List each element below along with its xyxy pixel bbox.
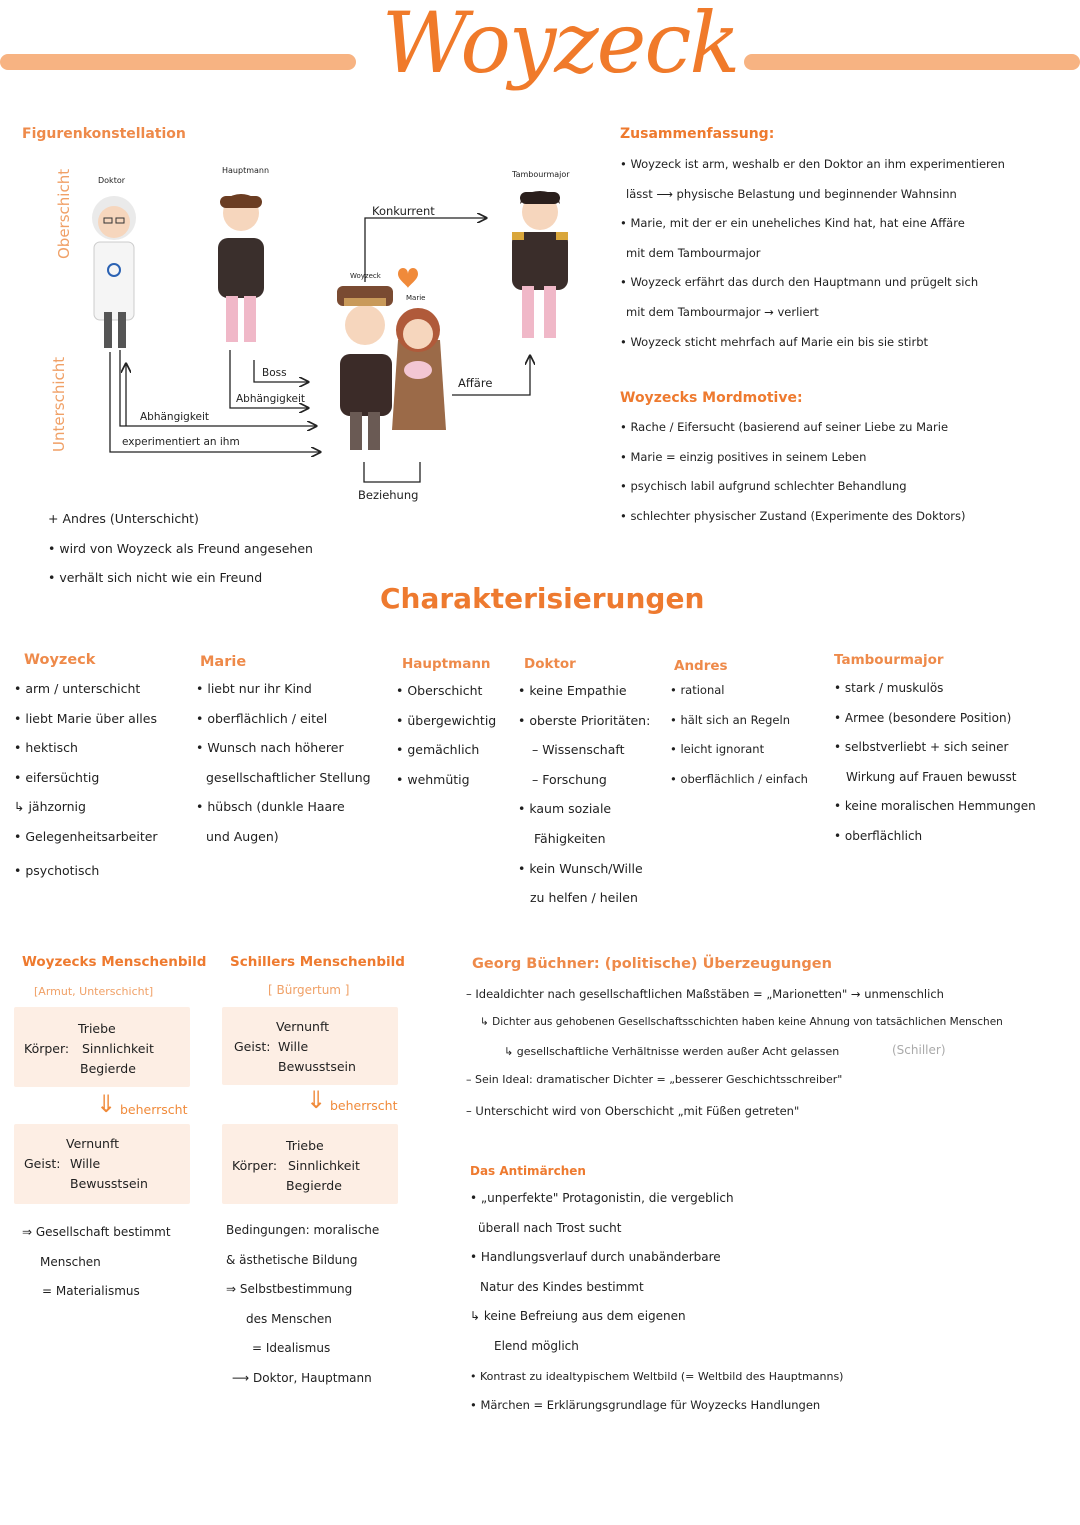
char-line: • stark / muskulös [834, 681, 944, 695]
motive-line: • schlechter physischer Zustand (Experimente des Doktors) [620, 508, 966, 523]
char-line: • gemächlich [396, 742, 480, 758]
conclusion-line: Menschen [40, 1254, 101, 1269]
summary-text [620, 150, 1005, 357]
antimaerchen-line: • Handlungsverlauf durch unabänderbare [470, 1250, 721, 1265]
conclusion-line: des Menschen [246, 1311, 332, 1326]
char-line: • hektisch [14, 740, 78, 756]
char-line: • psychotisch [14, 862, 100, 878]
char-line: • hübsch (dunkle Haare [196, 799, 345, 815]
char-line: • keine moralischen Hemmungen [834, 799, 1036, 814]
layer-label-bottom: Unterschicht [50, 356, 68, 452]
down-arrow-icon: ⇓ [96, 1090, 117, 1118]
antimaerchen-line: Elend möglich [494, 1338, 579, 1353]
summary-line: • Woyzeck ist arm, weshalb er den Doktor an ihm experimentieren [620, 157, 1005, 171]
buechner-l5: – Unterschicht wird von Oberschicht „mit Füßen getreten" [466, 1104, 800, 1118]
char-line: • wehmütig [396, 771, 470, 787]
summary-line: • Marie, mit der er ein uneheliches Kind hat, hat eine Affäre [620, 216, 965, 231]
rel-abhaengigkeit-2: Abhängigkeit [140, 411, 210, 423]
woyzeck-figure [337, 286, 393, 450]
heart-icon [398, 268, 418, 288]
conclusion-line: = Idealismus [252, 1341, 331, 1356]
char-line: • oberflächlich / einfach [670, 771, 808, 786]
box-item: Begierde [286, 1178, 342, 1193]
motive-line: • Rache / Eifersucht (basierend auf seiner Liebe zu Marie [620, 420, 949, 434]
page-title: Woyzeck [381, 0, 739, 92]
box-item: Begierde [80, 1061, 136, 1076]
char-line: zu helfen / heilen [530, 890, 638, 906]
summary-line: mit dem Tambourmajor [626, 245, 761, 260]
label-doktor: Doktor [98, 176, 126, 185]
char-line: • Wunsch nach höherer [196, 740, 344, 756]
tambourmajor-figure [512, 191, 568, 338]
char-line: • selbstverliebt + sich seiner [834, 740, 1009, 755]
conclusion-line: = Materialismus [42, 1284, 140, 1299]
char-line: • Armee (besondere Position) [834, 710, 1012, 725]
summary-heading: Zusammenfassung: [620, 126, 775, 142]
char-line: ↳ jähzornig [14, 799, 86, 815]
box-item: Wille [278, 1039, 309, 1054]
char-line: • keine Empathie [518, 683, 627, 698]
down-arrow-icon: ⇓ [306, 1086, 327, 1114]
box-item: Sinnlichkeit [288, 1158, 360, 1173]
box-item: Triebe [286, 1138, 324, 1153]
title-bar-right [744, 54, 1080, 70]
box-item: Sinnlichkeit [82, 1041, 154, 1056]
box-label: Geist: [24, 1156, 61, 1171]
box-item: Vernunft [66, 1136, 120, 1151]
figure-constellation-diagram [0, 140, 600, 520]
conclusion-line: & ästhetische Bildung [226, 1252, 358, 1267]
motive-line: • psychisch labil aufgrund schlechter Behandlung [620, 479, 907, 494]
char-name: Andres [674, 658, 728, 674]
schiller-box-koerper [222, 1124, 398, 1204]
title-bar-left [0, 54, 356, 70]
box-label: Körper: [232, 1158, 278, 1173]
summary-line: • Woyzeck sticht mehrfach auf Marie ein bis sie stirbt [620, 334, 929, 349]
char-line: • oberflächlich [834, 828, 923, 843]
char-col-hauptmann [396, 656, 496, 794]
char-line: – Forschung [532, 771, 607, 787]
conclusion-line: ⟶ Doktor, Hauptmann [232, 1370, 372, 1385]
rel-boss: Boss [262, 367, 287, 379]
char-line: • rational [670, 683, 725, 697]
char-line: Fähigkeiten [534, 830, 606, 846]
rel-konkurrent: Konkurrent [372, 204, 435, 218]
char-line: • liebt nur ihr Kind [196, 681, 312, 696]
char-name: Hauptmann [402, 656, 491, 672]
box-label: Geist: [234, 1039, 271, 1054]
rel-experimentiert: experimentiert an ihm [122, 436, 240, 448]
char-name: Doktor [524, 656, 576, 672]
rel-beziehung: Beziehung [358, 488, 419, 502]
rel-abhaengigkeit-1: Abhängigkeit [236, 393, 306, 405]
box-item: Wille [70, 1156, 101, 1171]
conclusion-line: ⇒ Gesellschaft bestimmt [22, 1225, 171, 1239]
beherrscht-label: beherrscht [330, 1098, 398, 1113]
doktor-figure [92, 196, 136, 348]
box-item: Triebe [78, 1021, 116, 1036]
char-col-tambourmajor [834, 652, 1036, 852]
char-line: • kein Wunsch/Wille [518, 860, 643, 876]
woyzeck-box-geist [14, 1124, 190, 1204]
woyzeck-menschenbild-sub: [Armut, Unterschicht] [34, 985, 154, 998]
schiller-menschenbild-sub: [ Bürgertum ] [268, 983, 350, 997]
box-item: Bewusstsein [70, 1176, 148, 1191]
antimaerchen-line: • Märchen = Erklärungsgrundlage für Woyzecks Handlungen [470, 1398, 821, 1413]
label-hauptmann: Hauptmann [222, 166, 270, 175]
char-line: – Wissenschaft [532, 742, 625, 758]
char-line: • Oberschicht [396, 683, 483, 698]
box-label: Körper: [24, 1041, 70, 1056]
buechner-l2: ↳ Dichter aus gehobenen Gesellschaftsschichten haben keine Ahnung von tatsächlichen Menschen [480, 1016, 1003, 1028]
hauptmann-figure [218, 194, 264, 342]
char-line: • leicht ignorant [670, 742, 765, 757]
antimaerchen-line: ↳ keine Befreiung aus dem eigenen [470, 1309, 686, 1324]
andres-line: • wird von Woyzeck als Freund angesehen [48, 540, 313, 556]
char-name: Woyzeck [24, 652, 96, 668]
char-line: • eifersüchtig [14, 769, 100, 785]
woyzeck-box-koerper [14, 1007, 190, 1087]
schiller-box-geist [222, 1007, 398, 1085]
char-line: gesellschaftlicher Stellung [206, 769, 371, 785]
char-col-doktor [518, 656, 650, 913]
schiller-menschenbild-conclusion [226, 1216, 379, 1394]
summary-line: lässt ⟶ physische Belastung und beginnender Wahnsinn [626, 186, 957, 201]
summary-line: mit dem Tambourmajor → verliert [626, 304, 819, 319]
char-col-woyzeck [14, 652, 158, 885]
summary-line: • Woyzeck erfährt das durch den Hauptmann und prügelt sich [620, 275, 979, 290]
buechner-heading: Georg Büchner: (politische) Überzeugungen [472, 956, 832, 972]
antimaerchen-heading: Das Antimärchen [470, 1164, 586, 1178]
char-col-andres [670, 658, 808, 794]
andres-line: • verhält sich nicht wie ein Freund [48, 570, 263, 586]
buechner-l3: ↳ gesellschaftliche Verhältnisse werden außer Acht gelassen [504, 1045, 840, 1058]
label-tambourmajor: Tambourmajor [512, 170, 570, 179]
antimaerchen-line: • Kontrast zu idealtypischem Weltbild (= Weltbild des Hauptmanns) [470, 1369, 844, 1383]
char-line: • kaum soziale [518, 801, 612, 817]
antimaerchen-text [470, 1184, 843, 1421]
char-col-marie [196, 654, 371, 852]
motive-line: • Marie = einzig positives in seinem Leben [620, 449, 867, 464]
motives-heading: Woyzecks Mordmotive: [620, 390, 803, 406]
label-marie: Marie [406, 294, 426, 302]
figures-heading: Figurenkonstellation [22, 126, 186, 142]
char-line: • hält sich an Regeln [670, 712, 790, 727]
characters-heading: Charakterisierungen [380, 582, 705, 615]
char-line: • arm / unterschicht [14, 681, 141, 696]
conclusion-line: ⇒ Selbstbestimmung [226, 1282, 353, 1297]
char-line: • oberflächlich / eitel [196, 710, 328, 726]
box-item: Vernunft [276, 1019, 330, 1034]
antimaerchen-line: überall nach Trost sucht [478, 1220, 622, 1235]
woyzeck-menschenbild-conclusion [22, 1218, 171, 1307]
char-line: und Augen) [206, 828, 279, 844]
antimaerchen-line: Natur des Kindes bestimmt [480, 1279, 644, 1294]
buechner-l4: – Sein Ideal: dramatischer Dichter = „besserer Geschichtsschreiber" [466, 1073, 843, 1086]
buechner-l1: – Idealdichter nach gesellschaftlichen Maßstäben = „Marionetten" → unmenschlich [466, 987, 944, 1001]
label-woyzeck: Woyzeck [350, 272, 381, 280]
woyzeck-menschenbild-heading: Woyzecks Menschenbild [22, 954, 207, 970]
char-line: • oberste Prioritäten: [518, 712, 651, 728]
char-line: • übergewichtig [396, 712, 497, 728]
andres-notes [48, 504, 313, 593]
box-item: Bewusstsein [278, 1059, 356, 1074]
beherrscht-label: beherrscht [120, 1102, 188, 1117]
schiller-menschenbild-heading: Schillers Menschenbild [230, 954, 405, 970]
layer-label-top: Oberschicht [55, 168, 73, 259]
marie-figure [392, 308, 446, 430]
char-line: • Gelegenheitsarbeiter [14, 828, 158, 844]
antimaerchen-line: • „unperfekte" Protagonistin, die vergeblich [470, 1191, 734, 1205]
rel-affaere: Affäre [458, 376, 493, 390]
char-name: Tambourmajor [834, 652, 944, 668]
andres-line: + Andres (Unterschicht) [48, 511, 199, 526]
char-name: Marie [200, 654, 247, 670]
conclusion-line: Bedingungen: moralische [226, 1223, 380, 1237]
char-line: • liebt Marie über alles [14, 710, 157, 726]
buechner-l3-note: (Schiller) [892, 1043, 946, 1057]
char-line: Wirkung auf Frauen bewusst [846, 769, 1017, 784]
motives-text [620, 413, 965, 531]
